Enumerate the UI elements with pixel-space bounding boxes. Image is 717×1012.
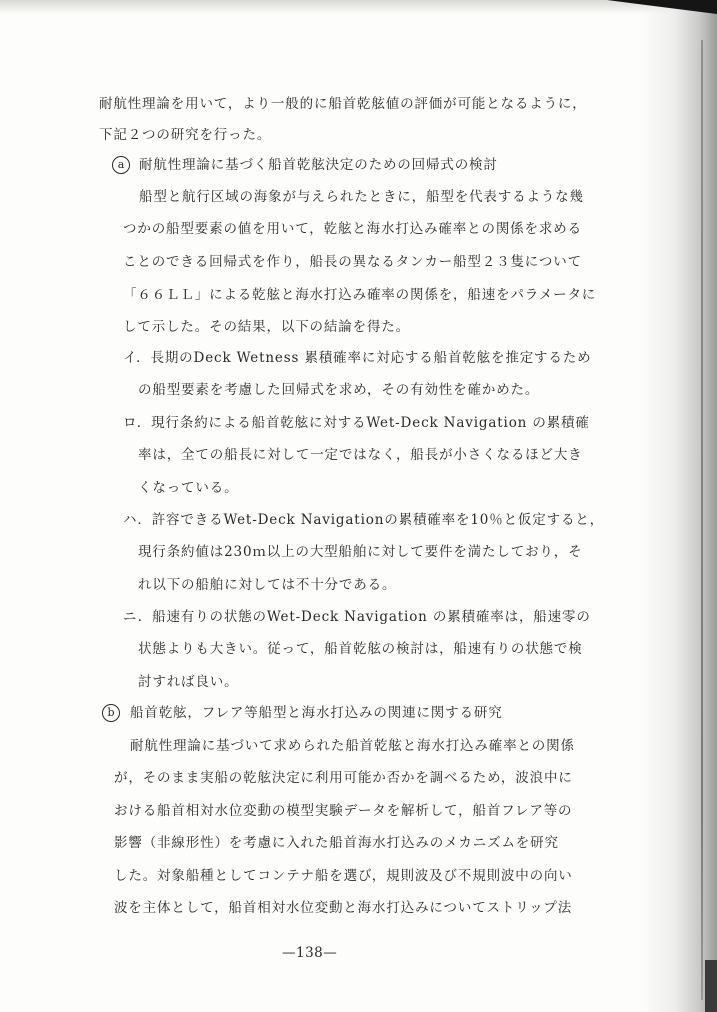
section-b-heading: 船首乾舷，フレア等船型と海水打込みの関連に関する研究 [130,705,503,721]
body-line-1: 耐航性理論を用いて，より一般的に船首乾舷値の評価が可能となるように， [99,96,587,112]
section-a-marker: a [112,156,130,174]
body-line-23: おける船首相対水位変動の模型実験データを解析して，船首フレア等の [114,803,573,819]
item-ni-line-3: 討すれば良い。 [138,674,239,690]
item-ha-line-1: ハ．許容できるWet-Deck Navigationの累積確率を10％と仮定すると， [123,512,605,528]
section-b-marker: b [102,704,120,722]
body-line-22: が，そのまま実船の乾舷決定に利用可能か否かを調べるため，波浪中に [114,770,573,786]
page-corner-fold [607,0,717,14]
item-ni-line-1: ニ．船速有りの状態のWet-Deck Navigation の累積確率は，船速零の [123,609,591,625]
item-i-line-1: イ．長期のDeck Wetness 累積確率に対応する船首乾舷を推定するため [123,350,592,366]
body-line-21: 耐航性理論に基づいて求められた船首乾舷と海水打込み確率との関係 [130,738,575,754]
body-line-5: つかの船型要素の値を用いて，乾舷と海水打込み確率との関係を求める [123,221,582,237]
body-line-25: した。対象船種としてコンテナ船を選び，規則波及び不規則波中の向い [114,868,573,884]
item-ha-line-2: 現行条約値は230ｍ以上の大型船舶に対して要件を満たしており，そ [138,544,583,560]
item-ha-line-3: れ以下の船舶に対しては不十分である。 [138,577,397,593]
item-ro-line-1: ロ．現行条約による船首乾舷に対するWet-Deck Navigation の累積確 [123,415,590,431]
section-a-heading: 耐航性理論に基づく船首乾舷決定のための回帰式の検討 [139,157,498,173]
body-line-2: 下記２つの研究を行った。 [99,127,272,143]
item-i-line-2: の船型要素を考慮した回帰式を求め，その有効性を確かめた。 [138,382,540,398]
body-line-4: 船型と航行区域の海象が与えられたときに，船型を代表するような幾 [139,189,584,205]
item-ni-line-2: 状態よりも大きい。従って，船首乾舷の検討は，船速有りの状態で検 [138,641,583,657]
body-line-6: ことのできる回帰式を作り，船長の異なるタンカー船型２３隻について [123,254,582,270]
item-ro-line-3: くなっている。 [138,480,239,496]
body-line-7: 「６６ＬＬ」による乾舷と海水打込み確率の関係を，船速をパラメータに [123,287,597,303]
item-ro-line-2: 率は，全ての船長に対して一定ではなく，船長が小さくなるほど大き [138,447,583,463]
body-line-8: して示した。その結果，以下の結論を得た。 [123,319,410,335]
page-binding-shadow [639,0,717,1012]
page-edge-line [701,40,703,1000]
body-line-26: 波を主体として，船首相対水位変動と海水打込みについてストリップ法 [114,900,573,916]
page-edge-dark [705,960,717,1012]
body-line-24: 影響（非線形性）を考慮に入れた船首海水打込みのメカニズムを研究 [114,835,559,851]
page-number: —138— [282,945,338,961]
